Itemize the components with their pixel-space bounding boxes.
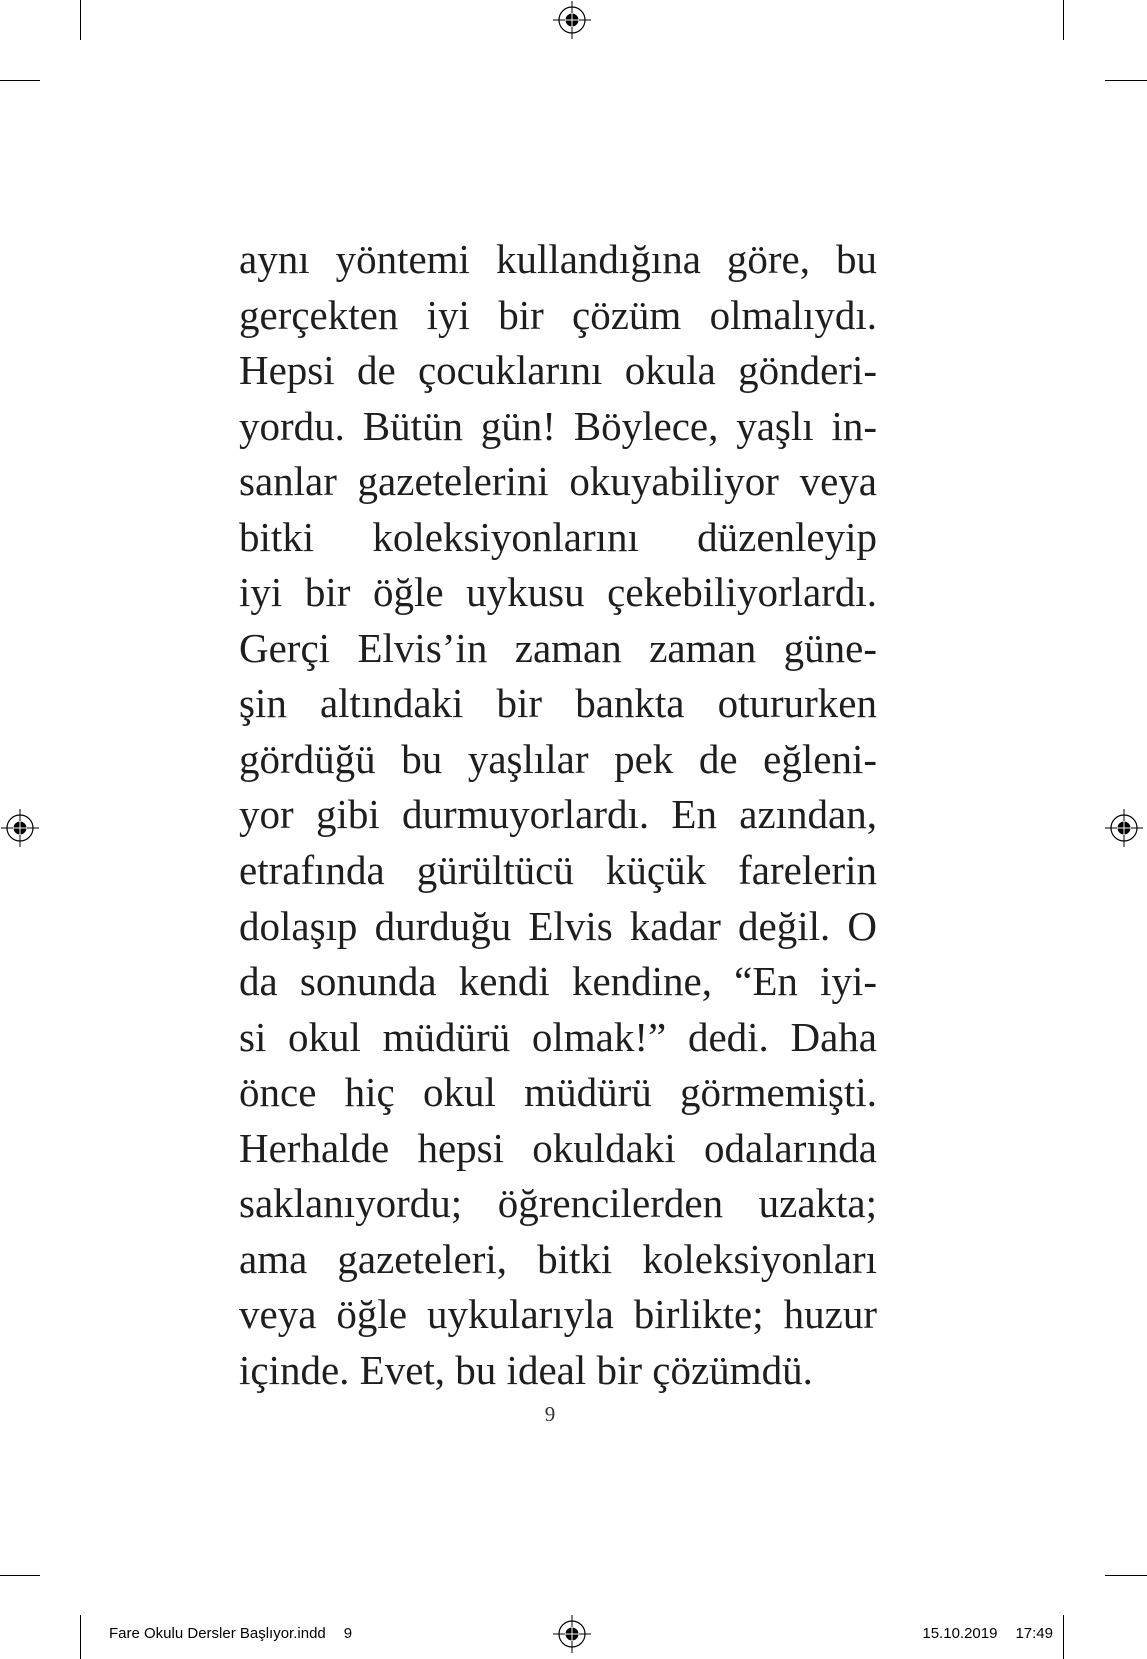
registration-mark-icon [552, 0, 592, 40]
crop-mark [0, 1575, 40, 1576]
body-text-line: sanlar gazetelerini okuyabiliyor veya [239, 458, 877, 505]
body-text-line: bitki koleksiyonlarını düzenleyip [239, 513, 877, 560]
registration-mark-icon [552, 1614, 592, 1654]
crop-mark [1105, 80, 1147, 81]
slug-line-right [922, 1624, 1053, 1644]
body-text-line: dolaşıp durduğu Elvis kadar değil. O [239, 902, 877, 949]
body-text-line: içinde. Evet, bu ideal bir çözümdü. [239, 1346, 813, 1393]
body-text-line: aynı yöntemi kullandığına göre, bu [239, 236, 877, 282]
crop-mark [1105, 1575, 1147, 1576]
page-number: 9 [544, 1402, 556, 1426]
body-text-line: si okul müdürü olmak!” dedi. Daha [239, 1013, 877, 1060]
registration-mark-icon [0, 808, 40, 848]
body-text-line: yordu. Bütün gün! Böylece, yaşlı in- [239, 402, 877, 449]
body-text-line: etrafında gürültücü küçük farelerin [239, 847, 877, 894]
body-text-line: iyi bir öğle uykusu çekebiliyorlardı. [239, 569, 877, 616]
crop-mark [80, 1615, 81, 1659]
crop-mark [0, 80, 40, 81]
registration-mark-icon [552, 1614, 592, 1654]
body-text-line: saklanıyordu; öğrencilerden uzakta; [239, 1180, 877, 1227]
registration-mark-icon [552, 0, 592, 40]
body-text-line: şin altındaki bir bankta otururken [239, 680, 877, 727]
slug-date: 15.10.2019 [922, 1625, 998, 1642]
registration-mark-icon [0, 808, 40, 848]
crop-mark [1063, 0, 1064, 40]
slug-file-name: Fare Okulu Dersler Başlıyor.indd [109, 1625, 326, 1642]
body-text [239, 232, 877, 1398]
body-text-line: yor gibi durmuyorlardı. En azından, [239, 791, 877, 838]
crop-mark [1063, 1615, 1064, 1659]
slug-line-left [109, 1624, 352, 1644]
slug-page-number: 9 [343, 1625, 353, 1642]
body-text-line: Gerçi Elvis’in zaman zaman güne- [239, 624, 877, 671]
body-text-line: veya öğle uykularıyla birlikte; huzur [239, 1291, 877, 1338]
registration-mark-icon [1104, 808, 1144, 848]
registration-mark-icon [1104, 808, 1144, 848]
body-text-line: gerçekten iyi bir çözüm olmalıydı. [239, 291, 877, 338]
crop-mark [80, 0, 81, 40]
body-text-line: ama gazeteleri, bitki koleksiyonları [239, 1235, 877, 1282]
body-text-line: gördüğü bu yaşlılar pek de eğleni- [239, 735, 877, 782]
body-text-line: Herhalde hepsi okuldaki odalarında [239, 1124, 877, 1171]
body-text-line: önce hiç okul müdürü görmemişti. [239, 1069, 877, 1116]
slug-time: 17:49 [1015, 1625, 1053, 1642]
body-text-line: da sonunda kendi kendine, “En iyi- [239, 958, 877, 1005]
body-text-line: Hepsi de çocuklarını okula gönderi- [239, 347, 877, 394]
